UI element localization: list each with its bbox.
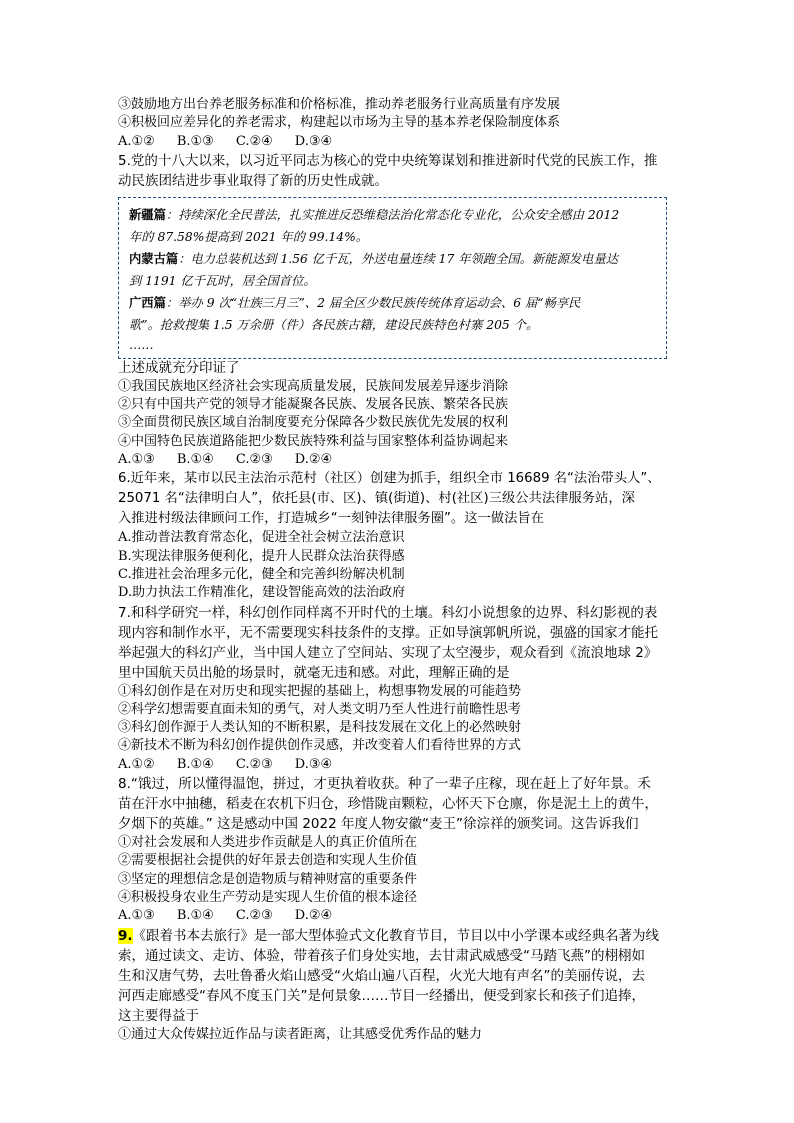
q9-stem: 索，通过读文、走访、体验，带着孩子们身处实地，去甘肃武威感受“马踏飞燕”的栩栩如 bbox=[118, 947, 645, 964]
q7-stem: 举起强大的科幻产业，当中国人建立了空间站、实现了太空漫步，观众看到《流浪地球 2》 bbox=[118, 644, 658, 661]
q5-item: ①我国民族地区经济社会实现高质量发展，民族间发展差异逐步消除 bbox=[118, 378, 509, 394]
q8-item: ③坚定的理想信念是创造物质与精神财富的重要条件 bbox=[118, 871, 418, 887]
q7-stem: 现内容和制作水平，无不需要现实科技条件的支撑。正如导演郭帆所说，强盛的国家才能托 bbox=[118, 624, 658, 641]
option: C.②③ bbox=[235, 908, 273, 924]
xinjiang-title: 新疆篇 bbox=[129, 206, 166, 222]
q8-item: ④积极投身农业生产劳动是实现人生价值的根本途径 bbox=[118, 889, 418, 905]
q6-choice-a: A.推动普法教育常态化，促进全社会树立法治意识 bbox=[118, 530, 405, 546]
option: C.②③ bbox=[235, 756, 273, 772]
q7-item: ④新技术不断为科幻创作提供创作灵感，并改变着人们看待世界的方式 bbox=[118, 738, 522, 754]
q7-item: ①科幻创作是在对历史和现实把握的基础上，构想事物发展的可能趋势 bbox=[118, 683, 522, 699]
option: A.①③ bbox=[118, 908, 155, 924]
option: B.①④ bbox=[176, 756, 214, 772]
q8-options bbox=[118, 907, 678, 925]
q6-stem: 6.近年来，某市以民主法治示范村（社区）创建为抓手，组织全市 16689 名“法治带头人”、 bbox=[118, 471, 661, 487]
document-page bbox=[118, 96, 678, 1044]
q4-item-4: ④积极回应差异化的养老需求，构建起以市场为主导的基本养老保险制度体系 bbox=[118, 115, 561, 131]
q6-stem: 25071 名“法律明白人”，依托县(市、区)、镇(街道)、村(社区)三级公共法律服务站，深 bbox=[118, 491, 635, 507]
q6-stem: 入推进村级法律顾问工作，打造城乡“一刻钟法律服务圈”。这一做法旨在 bbox=[118, 511, 544, 527]
box-text: ：电力总装机达到 1.56 亿千瓦，外送电量连续 17 年领跑全国。新能源发电量达 bbox=[178, 251, 619, 266]
guangxi-title: 广西篇 bbox=[129, 294, 166, 310]
q9-stem: 这主要得益于 bbox=[118, 1007, 199, 1024]
q7-stem: 7.和科学研究一样，科幻创作同样离不开时代的土壤。科幻小说想象的边界、科幻影视的表 bbox=[118, 604, 658, 621]
q9-stem-first bbox=[118, 926, 678, 946]
option: C.②④ bbox=[235, 133, 273, 149]
q5-item: ④中国特色民族道路能把少数民族特殊利益与国家整体利益协调起来 bbox=[118, 433, 509, 449]
box-line: 歌”。抢救搜集 1.5 万余册（件）各民族古籍，建设民族特色村寨 205 个。 bbox=[129, 317, 539, 332]
q9-stem-text: 《跟着书本去旅行》是一部大型体验式文化教育节目，节目以中小学课本或经典名著为线 bbox=[132, 927, 660, 944]
option: A.①② bbox=[118, 133, 155, 149]
option: B.①④ bbox=[176, 452, 214, 468]
q7-stem: 里中国航天员出舱的场景时，就毫无违和感。对此，理解正确的是 bbox=[118, 664, 510, 681]
q9-stem: 生和汉唐气势，去吐鲁番火焰山感受“火焰山遍八百程，火光大地有声名”的美丽传说，去 bbox=[118, 967, 645, 984]
q4-item-3: ③鼓励地方出台养老服务标准和价格标准，推动养老服务行业高质量有序发展 bbox=[118, 97, 561, 112]
box-line: 到 1191 亿千瓦时，居全国首位。 bbox=[129, 273, 316, 288]
q5-options bbox=[118, 451, 678, 469]
q5-item: ②只有中国共产党的领导才能凝聚各民族、发展各民族、繁荣各民族 bbox=[118, 397, 509, 413]
option: A.①② bbox=[118, 756, 155, 772]
q8-stem: 苗在汗水中抽穗，稻麦在农机下归仓，珍惜陇亩颗粒，心怀天下仓廪，你是泥土上的黄牛， bbox=[118, 796, 658, 813]
q8-item: ②需要根据社会提供的好年景去创造和实现人生价值 bbox=[118, 853, 418, 869]
q9-item: ①通过大众传媒拉近作品与读者距离，让其感受优秀作品的魅力 bbox=[118, 1026, 483, 1042]
box-text: ：举办 9 次“壮族三月三”、2 届全区少数民族传统体育运动会、6 届“畅享民 bbox=[165, 295, 581, 310]
q6-choice-d: D.助力执法工作精准化，建设智能高效的法治政府 bbox=[118, 585, 406, 601]
neimenggu-title: 内蒙古篇 bbox=[129, 250, 179, 266]
q9-stem: 河西走廊感受“春风不度玉门关”是何景象……节目一经播出，便受到家长和孩子们追捧， bbox=[118, 987, 645, 1004]
option: B.①④ bbox=[176, 908, 214, 924]
q5-item: ③全面贯彻民族区域自治制度要充分保障各少数民族优先发展的权利 bbox=[118, 415, 509, 431]
option: D.②④ bbox=[294, 452, 333, 468]
q7-item: ②科学幻想需要直面未知的勇气，对人类文明乃至人性进行前瞻性思考 bbox=[118, 701, 522, 717]
option: D.②④ bbox=[294, 908, 333, 924]
q8-stem: 8.“饿过，所以懂得温饱，拼过，才更执着收获。种了一辈子庄稼，现在赶上了好年景。禾 bbox=[118, 776, 651, 793]
q6-choice-b: B.实现法律服务便利化，提升人民群众法治获得感 bbox=[118, 548, 405, 564]
box-line bbox=[129, 204, 656, 226]
option: B.①③ bbox=[176, 133, 214, 149]
q5-after: 上述成就充分印证了 bbox=[118, 359, 240, 376]
q8-item: ①对社会发展和人类进步作贡献是人的真正价值所在 bbox=[118, 835, 418, 851]
box-line bbox=[129, 292, 656, 314]
q8-stem: 夕烟下的英雄。” 这是感动中国 2022 年度人物安徽“麦王”徐淙祥的颁奖词。这告诉我们 bbox=[118, 816, 639, 833]
option: C.②③ bbox=[235, 452, 273, 468]
box-ellipsis: …… bbox=[129, 337, 154, 352]
option: D.③④ bbox=[294, 133, 333, 149]
option: A.①③ bbox=[118, 452, 155, 468]
q5-stem-1: 5.党的十八大以来，以习近平同志为核心的党中央统筹谋划和推进新时代党的民族工作，推 bbox=[118, 152, 658, 169]
q7-options bbox=[118, 756, 678, 774]
q5-material-box bbox=[118, 197, 667, 359]
box-line: 年的 87.58%提高到 2021 年的 99.14%。 bbox=[129, 229, 369, 244]
option: D.③④ bbox=[294, 756, 333, 772]
box-line bbox=[129, 248, 656, 270]
q5-stem-2: 动民族团结进步事业取得了新的历史性成就。 bbox=[118, 172, 388, 189]
q6-choice-c: C.推进社会治理多元化，健全和完善纠纷解决机制 bbox=[118, 566, 405, 582]
q4-options bbox=[118, 133, 678, 151]
box-text: ：持续深化全民普法，扎实推进反恐维稳法治化常态化专业化，公众安全感由 2012 bbox=[165, 207, 620, 222]
q7-item: ③科幻创作源于人类认知的不断积累，是科技发展在文化上的必然映射 bbox=[118, 720, 522, 736]
q9-number-highlight: 9. bbox=[118, 927, 133, 944]
